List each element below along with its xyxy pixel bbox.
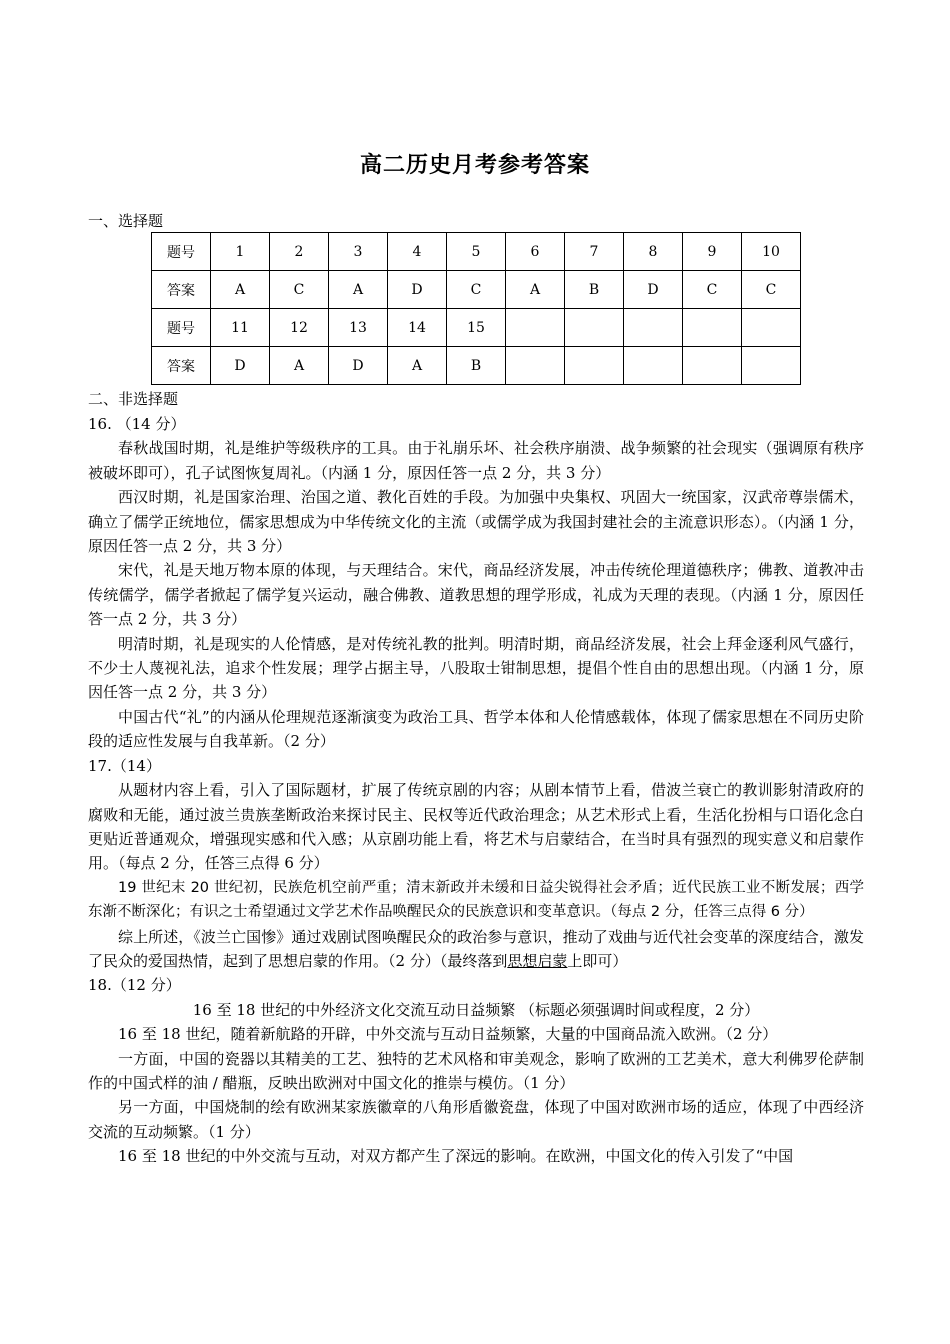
table-cell: 12 — [270, 309, 329, 347]
q17-underlined-keyword: 思想启蒙 — [507, 951, 568, 970]
table-cell: C — [742, 271, 801, 309]
table-row — [152, 309, 801, 347]
table-cell: 14 — [388, 309, 447, 347]
table-cell: A — [329, 271, 388, 309]
table-cell: A — [270, 347, 329, 385]
table-cell: 2 — [270, 233, 329, 271]
q17-paragraph — [88, 925, 864, 974]
row-label: 答案 — [152, 271, 211, 309]
table-cell: A — [506, 271, 565, 309]
table-row — [152, 347, 801, 385]
q18-paragraph: 16 至 18 世纪的中外交流与互动，对双方都产生了深远的影响。在欧洲，中国文化的传入引发了“中国 — [118, 1147, 794, 1166]
table-cell — [742, 347, 801, 385]
table-cell: 8 — [624, 233, 683, 271]
table-cell — [565, 309, 624, 347]
table-cell: D — [388, 271, 447, 309]
table-cell: 1 — [211, 233, 270, 271]
section-heading-choice: 一、选择题 — [88, 212, 164, 230]
table-cell: D — [624, 271, 683, 309]
table-cell: D — [329, 347, 388, 385]
table-cell: C — [447, 271, 506, 309]
q16-paragraph: 宋代，礼是天地万物本原的体现，与天理结合。宋代，商品经济发展，冲击传统伦理道德秩序；佛教、道教冲击传统儒学，儒学者掀起了儒学复兴运动，融合佛教、道教思想的理学形成，礼成为天理的表现。（内涵 1 分，原因任答一点 2 分，共 3 分） — [88, 561, 864, 629]
table-cell: B — [565, 271, 624, 309]
row-label: 答案 — [152, 347, 211, 385]
table-cell — [506, 309, 565, 347]
table-cell: 4 — [388, 233, 447, 271]
table-cell — [506, 347, 565, 385]
table-cell: C — [683, 271, 742, 309]
section-heading-nonchoice: 二、非选择题 — [88, 390, 179, 408]
q16-paragraph: 西汉时期，礼是国家治理、治国之道、教化百姓的手段。为加强中央集权、巩固大一统国家，汉武帝尊崇儒术，确立了儒学正统地位，儒家思想成为中华传统文化的主流（或儒学成为我国封建社会的主流意识形态）。（内涵 1 分，原因任答一点 2 分，共 3 分） — [88, 488, 864, 556]
table-cell — [565, 347, 624, 385]
q18-paragraph: 一方面，中国的瓷器以其精美的工艺、独特的艺术风格和审美观念，影响了欧洲的工艺美术，意大利佛罗伦萨制作的中国式样的油 / 醋瓶，反映出欧洲对中国文化的推崇与模仿。（1 分） — [88, 1049, 864, 1092]
table-cell — [742, 309, 801, 347]
question-18-heading: 18.（12 分） — [88, 976, 181, 995]
answer-table — [151, 232, 801, 385]
table-cell: 9 — [683, 233, 742, 271]
table-cell: 11 — [211, 309, 270, 347]
q16-paragraph: 明清时期，礼是现实的人伦情感，是对传统礼教的批判。明清时期，商品经济发展，社会上拜金逐利风气盛行，不少士人蔑视礼法，追求个性发展；理学占据主导，八股取士钳制思想，提倡个性自由的思想出现。（内涵 1 分，原因任答一点 2 分，共 3 分） — [88, 634, 864, 702]
table-cell — [624, 347, 683, 385]
q18-paragraph: 另一方面，中国烧制的绘有欧洲某家族徽章的八角形盾徽瓷盘，体现了中国对欧洲市场的适应，体现了中西经济交流的互动频繁。（1 分） — [88, 1098, 864, 1141]
q17-conclusion-text: 综上所述，《波兰亡国惨》通过戏剧试图唤醒民众的政治参与意识，推动了戏曲与近代社会变革的深度结合，激发了民众的爱国热情，起到了思想启蒙的作用。（2 分）（最终落到 — [88, 927, 864, 970]
table-cell: 6 — [506, 233, 565, 271]
table-cell — [683, 347, 742, 385]
q18-subtitle: 16 至 18 世纪的中外经济文化交流互动日益频繁 （标题必须强调时间或程度，2 分） — [192, 1000, 760, 1019]
table-cell: 5 — [447, 233, 506, 271]
table-row — [152, 271, 801, 309]
table-cell: B — [447, 347, 506, 385]
q16-paragraph: 中国古代“礼”的内涵从伦理规范逐渐演变为政治工具、哲学本体和人伦情感载体，体现了儒家思想在不同历史阶段的适应性发展与自我革新。（2 分） — [88, 707, 864, 751]
table-cell: 7 — [565, 233, 624, 271]
page-title: 高二历史月考参考答案 — [359, 153, 590, 178]
row-label: 题号 — [152, 309, 211, 347]
table-cell: C — [270, 271, 329, 309]
table-row — [152, 233, 801, 271]
q17-paragraph: 从题材内容上看，引入了国际题材，扩展了传统京剧的内容；从剧本情节上看，借波兰衰亡的教训影射清政府的腐败和无能，通过波兰贵族垄断政治来探讨民主、民权等近代政治理念；从艺术形式上看，生活化扮相与口语化念白更贴近普通观众，增强现实感和代入感；从京剧功能上看，将艺术与启蒙结合，在当时具有强烈的现实意义和启蒙作用。（每点 2 分，任答三点得 6 分） — [88, 781, 864, 873]
table-cell — [683, 309, 742, 347]
q18-paragraph: 16 至 18 世纪，随着新航路的开辟，中外交流与互动日益频繁，大量的中国商品流入欧洲。（2 分） — [118, 1025, 778, 1044]
q17-paragraph: 19 世纪末 20 世纪初，民族危机空前严重；清末新政并未缓和日益尖锐得社会矛盾；近代民族工业不断发展；西学东渐不断深化；有识之士希望通过文学艺术作品唤醒民众的民族意识和变革意识。（每点 2 分，任答三点得 6 分） — [88, 879, 864, 921]
answer-body — [88, 412, 864, 1169]
q17-conclusion-tail: 上即可） — [567, 951, 628, 970]
table-cell: 13 — [329, 309, 388, 347]
row-label: 题号 — [152, 233, 211, 271]
table-cell: A — [388, 347, 447, 385]
table-cell: 10 — [742, 233, 801, 271]
table-cell: D — [211, 347, 270, 385]
table-cell — [624, 309, 683, 347]
question-16-heading: 16. （14 分） — [88, 415, 186, 433]
q16-paragraph: 春秋战国时期，礼是维护等级秩序的工具。由于礼崩乐坏、社会秩序崩溃、战争频繁的社会现实（强调原有秩序被破坏即可），孔子试图恢复周礼。（内涵 1 分，原因任答一点 2 分，共 3 分） — [88, 439, 864, 482]
table-cell: 3 — [329, 233, 388, 271]
table-cell: 15 — [447, 309, 506, 347]
table-cell: A — [211, 271, 270, 309]
question-17-heading: 17.（14） — [88, 756, 161, 775]
